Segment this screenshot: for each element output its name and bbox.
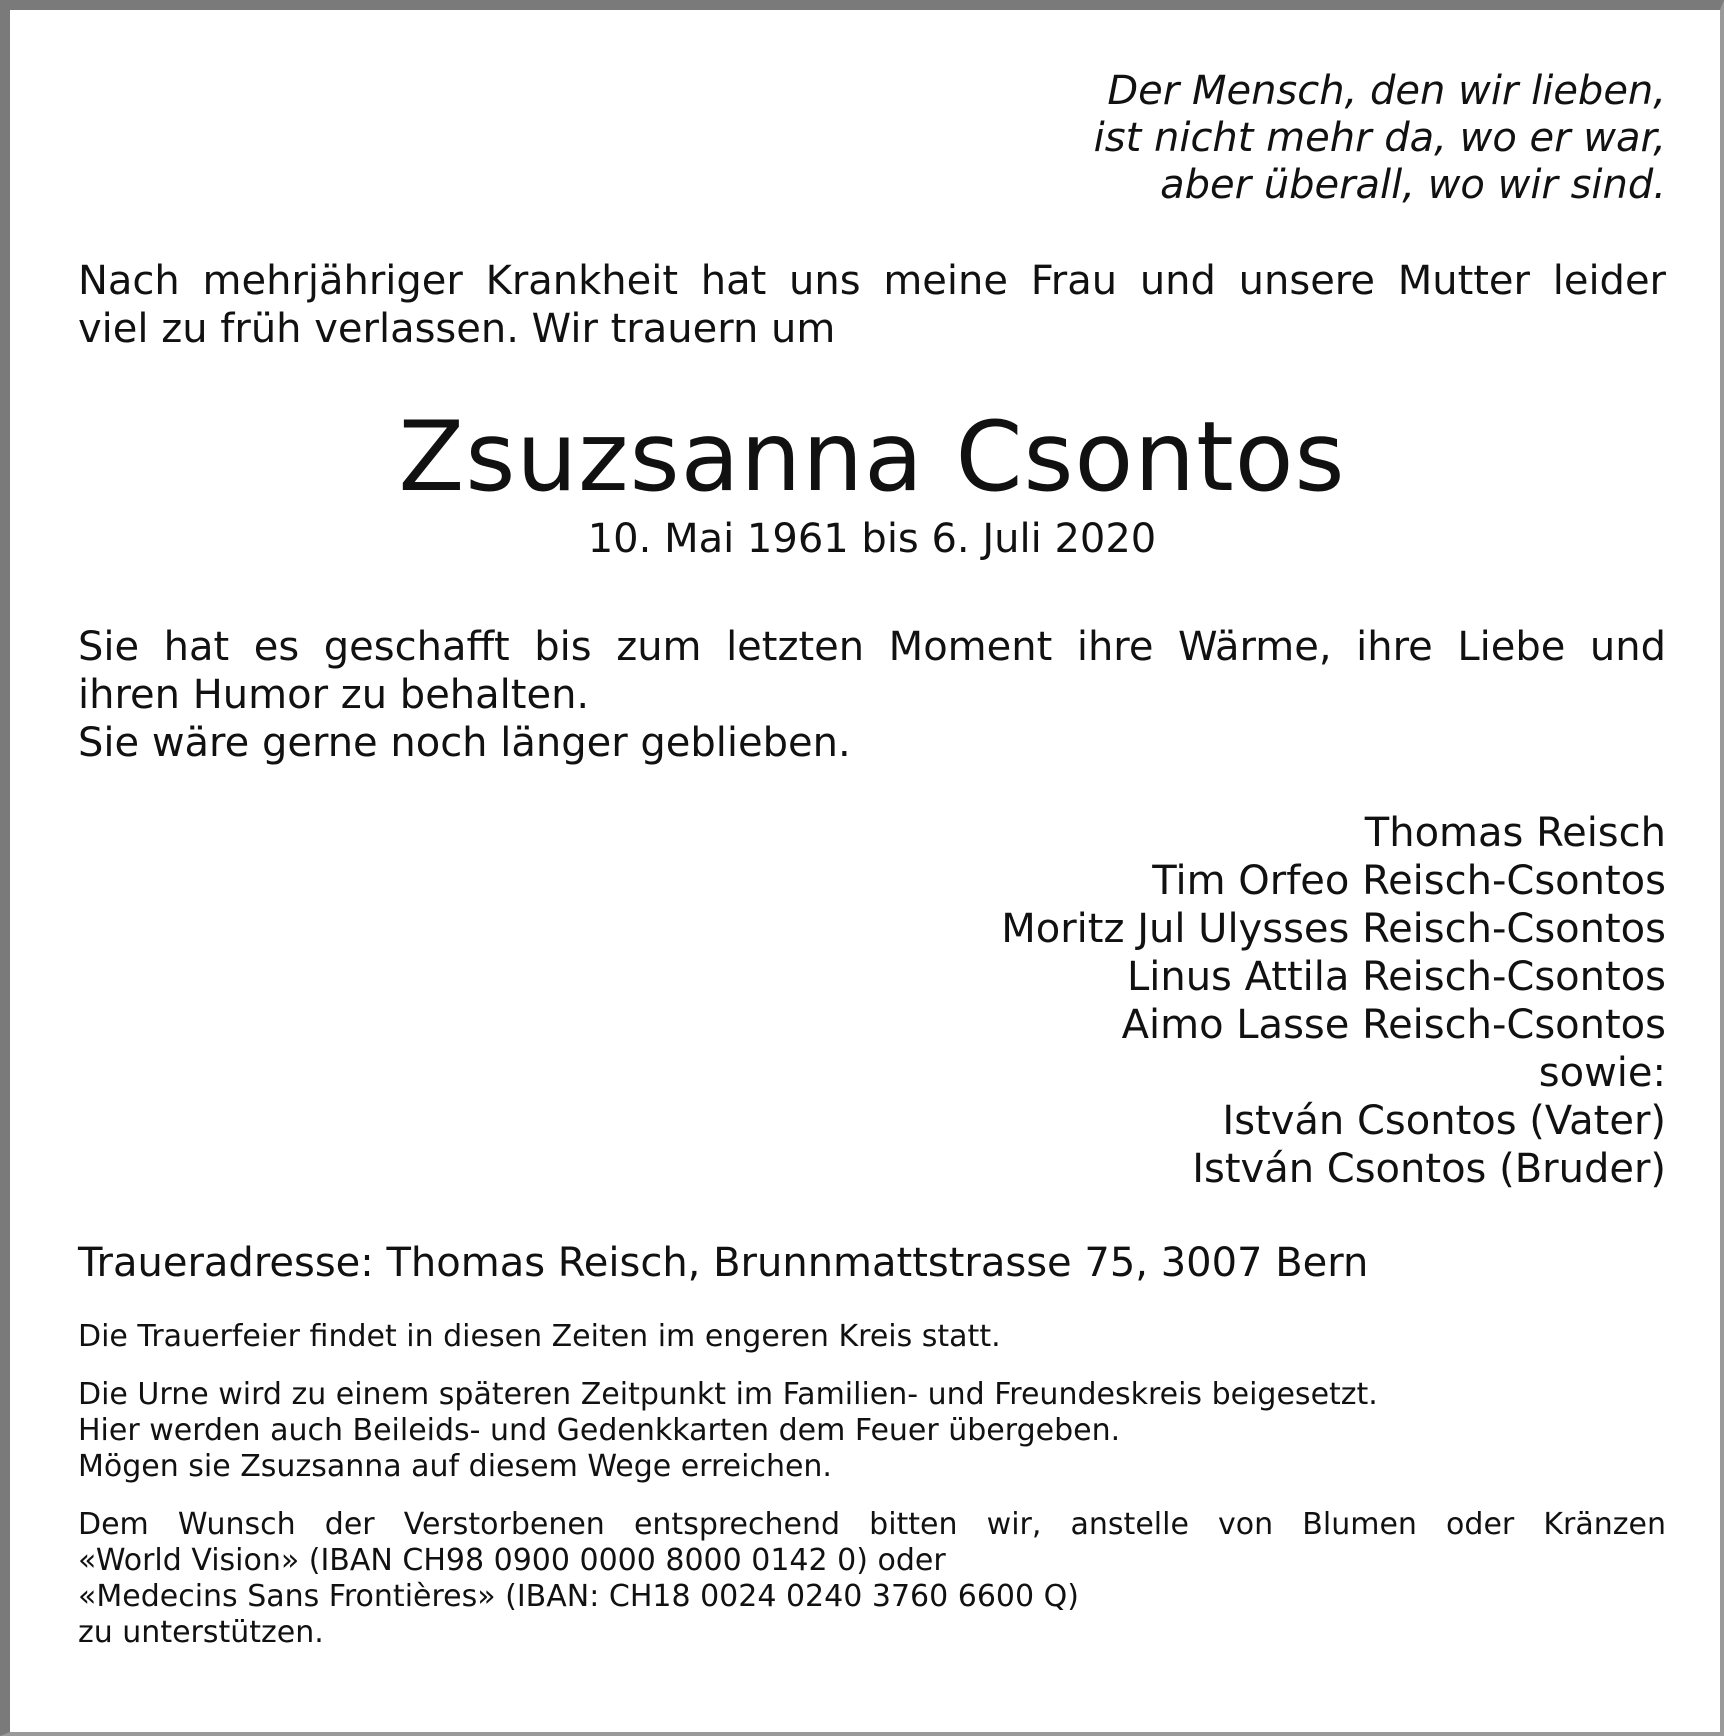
life-dates: 10. Mai 1961 bis 6. Juli 2020 — [587, 516, 1157, 562]
urn-line: Hier werden auch Beileids- und Gedenkkarten dem Feuer übergeben. — [78, 1413, 1121, 1448]
ceremony-line: Die Trauerfeier findet in diesen Zeiten im engeren Kreis statt. — [78, 1319, 1001, 1354]
mourner-name: Linus Attila Reisch-Csontos — [1126, 954, 1666, 1000]
donation-line: zu unterstützen. — [78, 1615, 324, 1650]
obituary-notice — [78, 68, 1666, 1651]
donation-note — [78, 1507, 1666, 1651]
tribute-line: Sie wäre gerne noch länger geblieben. — [78, 720, 851, 766]
mourner-name: István Csontos (Vater) — [1222, 1098, 1666, 1144]
motto-line: Der Mensch, den wir lieben, — [1107, 68, 1666, 114]
urn-line: Mögen sie Zsuzsanna auf diesem Wege erreichen. — [78, 1449, 832, 1484]
mourner-name: sowie: — [1538, 1050, 1666, 1096]
urn-note — [78, 1377, 1666, 1485]
mourner-name: Thomas Reisch — [1364, 810, 1666, 856]
ceremony-note — [78, 1319, 1666, 1355]
deceased-name: Zsuzsanna Csontos — [398, 401, 1346, 513]
mourner-name: István Csontos (Bruder) — [1192, 1146, 1666, 1192]
donation-line: «Medecins Sans Frontières» (IBAN: CH18 0024 0240 3760 6600 Q) — [78, 1579, 1079, 1614]
urn-line: Die Urne wird zu einem späteren Zeitpunkt im Familien- und Freundeskreis beigesetzt. — [78, 1377, 1378, 1412]
intro-line: Nach mehrjähriger Krankheit hat uns meine Frau und unsere Mutter leider — [78, 258, 1666, 304]
mourning-address: Traueradresse: Thomas Reisch, Brunnmattstrasse 75, 3007 Bern — [78, 1240, 1369, 1286]
intro-line: viel zu früh verlassen. Wir trauern um — [78, 306, 836, 352]
motto-line: ist nicht mehr da, wo er war, — [1093, 115, 1666, 161]
intro-paragraph — [78, 257, 1666, 353]
mourner-name: Tim Orfeo Reisch-Csontos — [1152, 858, 1666, 904]
tribute-paragraph — [78, 623, 1666, 767]
donation-line: Dem Wunsch der Verstorbenen entsprechend bitten wir, anstelle von Blumen oder Kränzen — [78, 1507, 1666, 1542]
tribute-line: ihren Humor zu behalten. — [78, 672, 590, 718]
mourner-name: Moritz Jul Ulysses Reisch-Csontos — [1001, 906, 1666, 952]
motto-quote — [78, 68, 1666, 209]
motto-line: aber überall, wo wir sind. — [1160, 162, 1666, 208]
mourners-list — [78, 809, 1666, 1193]
tribute-line: Sie hat es geschafft bis zum letzten Moment ihre Wärme, ihre Liebe und — [78, 624, 1666, 670]
mourner-name: Aimo Lasse Reisch-Csontos — [1121, 1002, 1666, 1048]
donation-line: «World Vision» (IBAN CH98 0900 0000 8000 0142 0) oder — [78, 1543, 946, 1578]
